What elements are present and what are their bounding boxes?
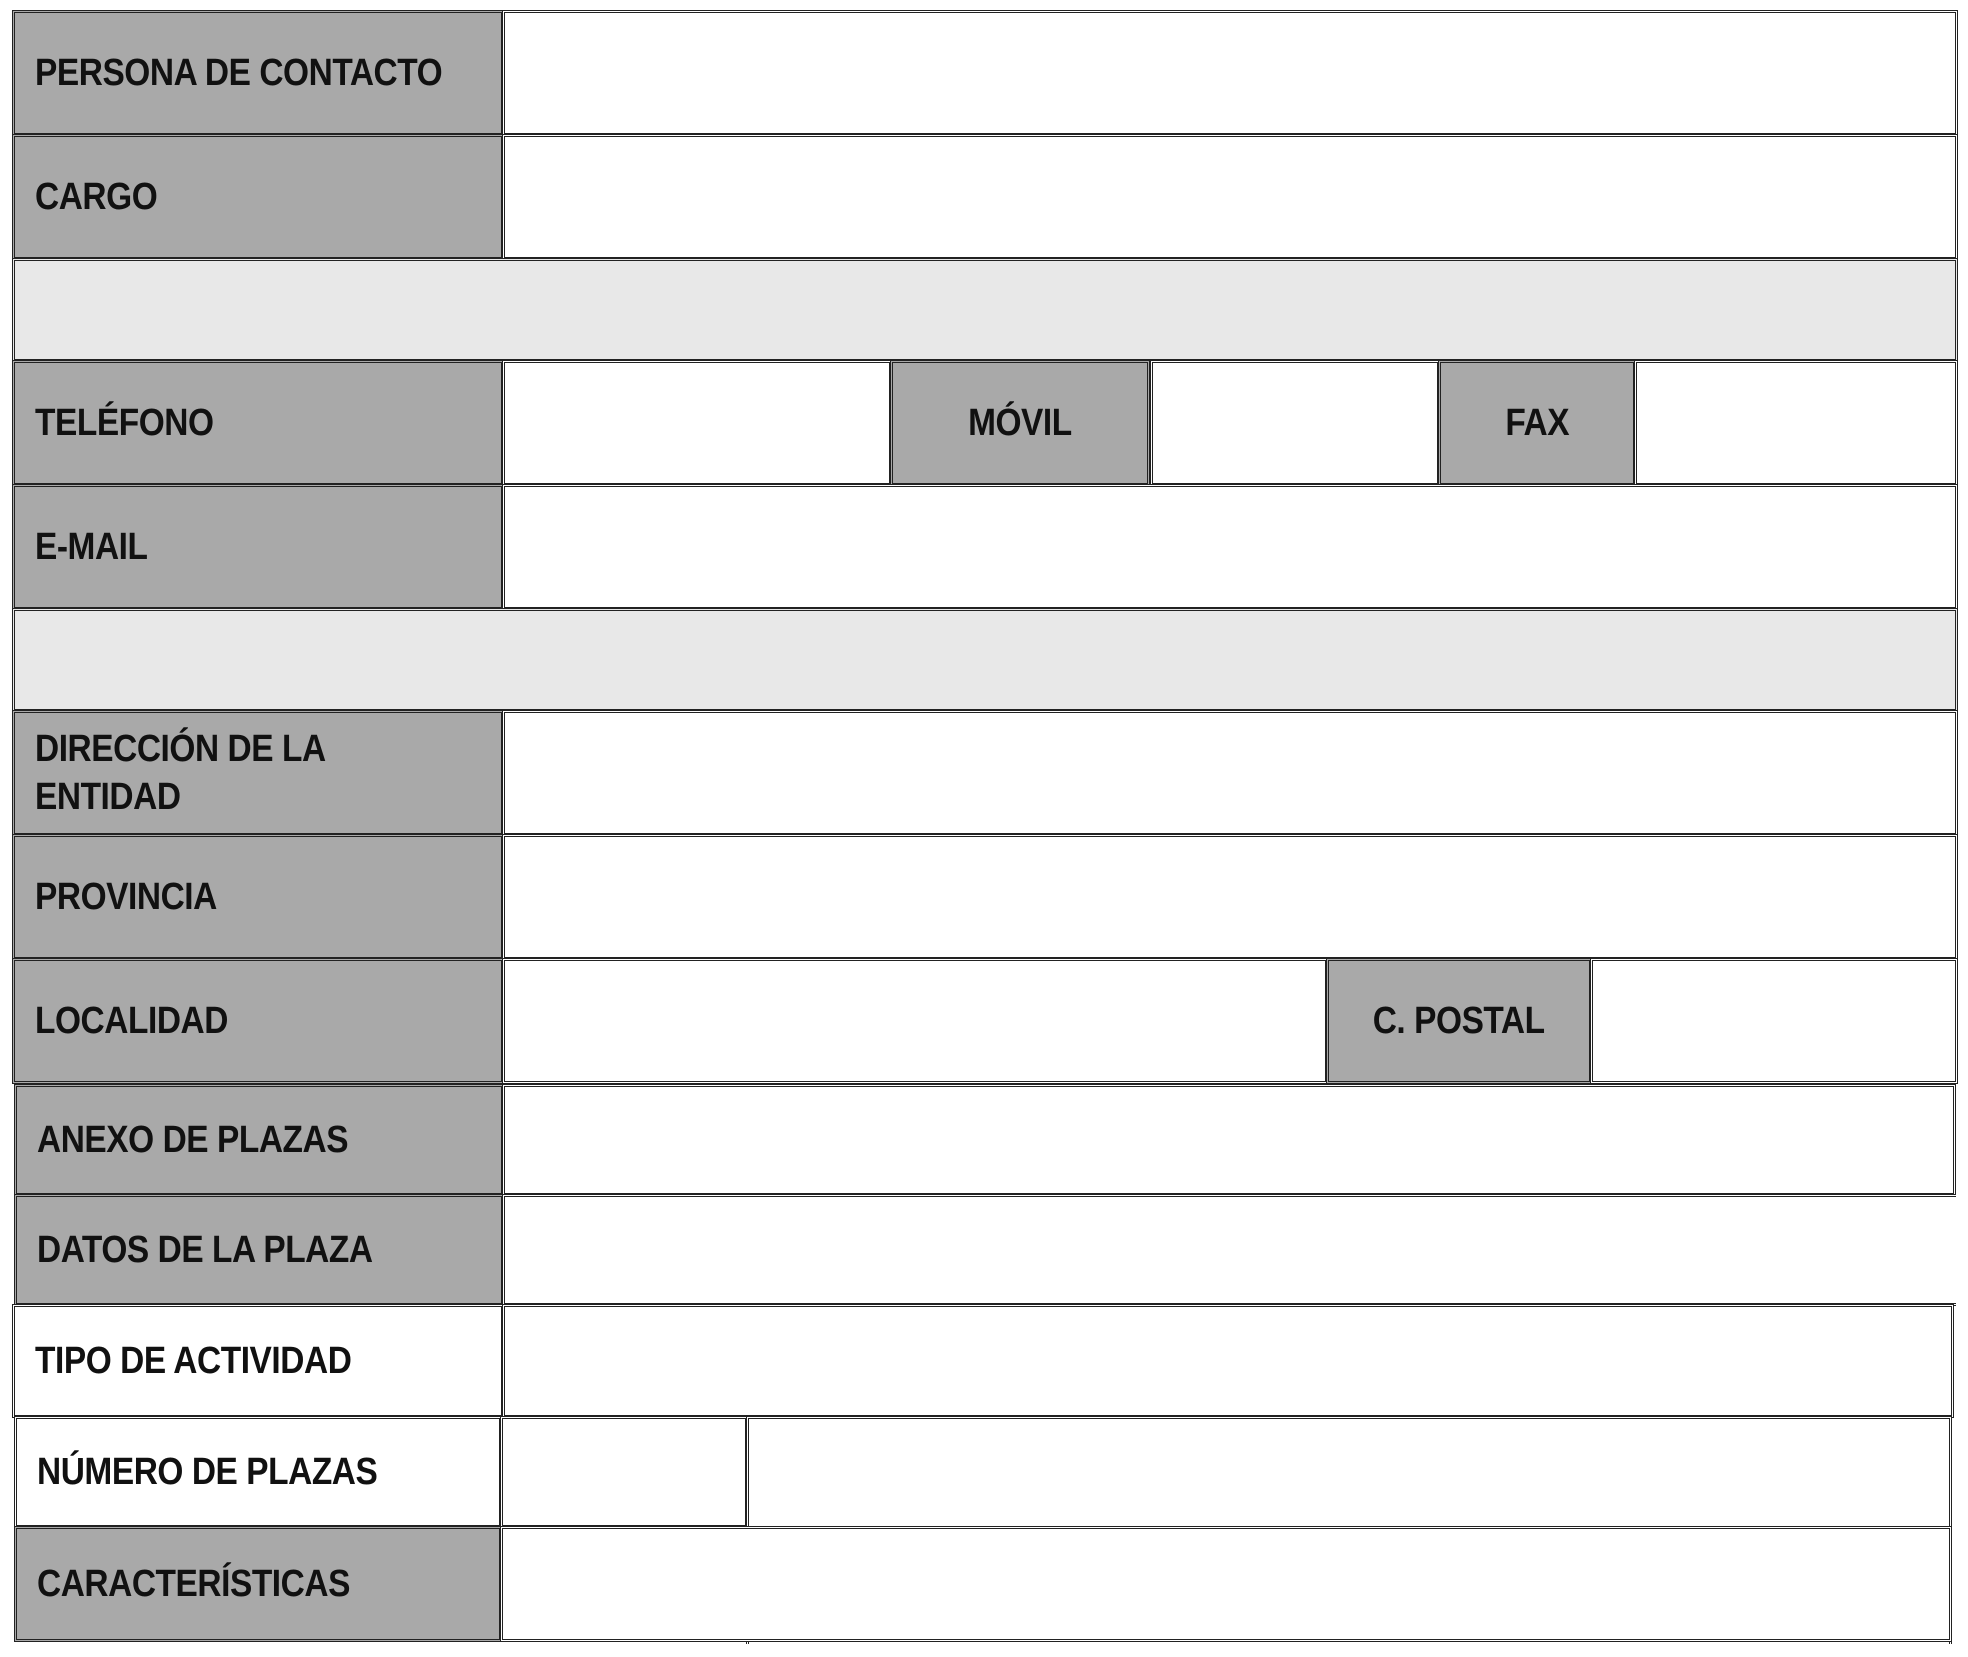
provincia-label <box>12 834 504 960</box>
datos-de-la-plaza-label <box>14 1194 504 1306</box>
tipo-de-actividad-field[interactable] <box>502 1304 1954 1418</box>
c-postal-text: C. POSTAL <box>1373 1000 1545 1042</box>
caracteristicas-label <box>14 1526 502 1642</box>
persona-de-contacto-field[interactable] <box>502 10 1958 136</box>
section-separator <box>12 608 1958 712</box>
provincia-text: PROVINCIA <box>35 876 217 918</box>
telefono-text: TELÉFONO <box>35 402 214 444</box>
telefono-label <box>12 360 504 486</box>
persona-de-contacto-label <box>12 10 504 136</box>
section-separator <box>12 258 1958 362</box>
localidad-text: LOCALIDAD <box>35 1000 228 1042</box>
movil-label <box>890 360 1150 486</box>
datos-de-la-plaza-text: DATOS DE LA PLAZA <box>37 1229 373 1271</box>
movil-field[interactable] <box>1150 360 1440 486</box>
tipo-de-actividad-label <box>12 1304 504 1418</box>
numero-de-plazas-label <box>14 1416 502 1528</box>
numero-de-plazas-text: NÚMERO DE PLAZAS <box>37 1451 378 1493</box>
persona-de-contacto-text: PERSONA DE CONTACTO <box>35 52 443 94</box>
email-field[interactable] <box>502 484 1958 610</box>
movil-text: MÓVIL <box>968 402 1072 444</box>
email-label <box>12 484 504 610</box>
direccion-text: DIRECCIÓN DE LA ENTIDAD <box>35 728 326 818</box>
cargo-field[interactable] <box>502 134 1958 260</box>
c-postal-label <box>1326 958 1592 1084</box>
localidad-field[interactable] <box>502 958 1328 1084</box>
provincia-field[interactable] <box>502 834 1958 960</box>
caracteristicas-text: CARACTERÍSTICAS <box>37 1563 350 1605</box>
fax-label <box>1438 360 1636 486</box>
c-postal-field[interactable] <box>1590 958 1958 1084</box>
telefono-field[interactable] <box>502 360 892 486</box>
email-text: E-MAIL <box>35 526 148 568</box>
fax-field[interactable] <box>1634 360 1958 486</box>
numero-de-plazas-field[interactable] <box>500 1416 748 1528</box>
anexo-de-plazas-text: ANEXO DE PLAZAS <box>37 1119 349 1161</box>
anexo-de-plazas-label <box>14 1084 504 1196</box>
caracteristicas-field[interactable] <box>500 1526 1952 1642</box>
datos-de-la-plaza-field[interactable] <box>502 1194 1956 1306</box>
anexo-de-plazas-field[interactable] <box>502 1084 1956 1196</box>
direccion-label <box>12 710 504 836</box>
cargo-label <box>12 134 504 260</box>
fax-text: FAX <box>1505 402 1569 444</box>
cargo-text: CARGO <box>35 176 158 218</box>
tipo-de-actividad-text: TIPO DE ACTIVIDAD <box>35 1340 352 1382</box>
direccion-field[interactable] <box>502 710 1958 836</box>
localidad-label <box>12 958 504 1084</box>
